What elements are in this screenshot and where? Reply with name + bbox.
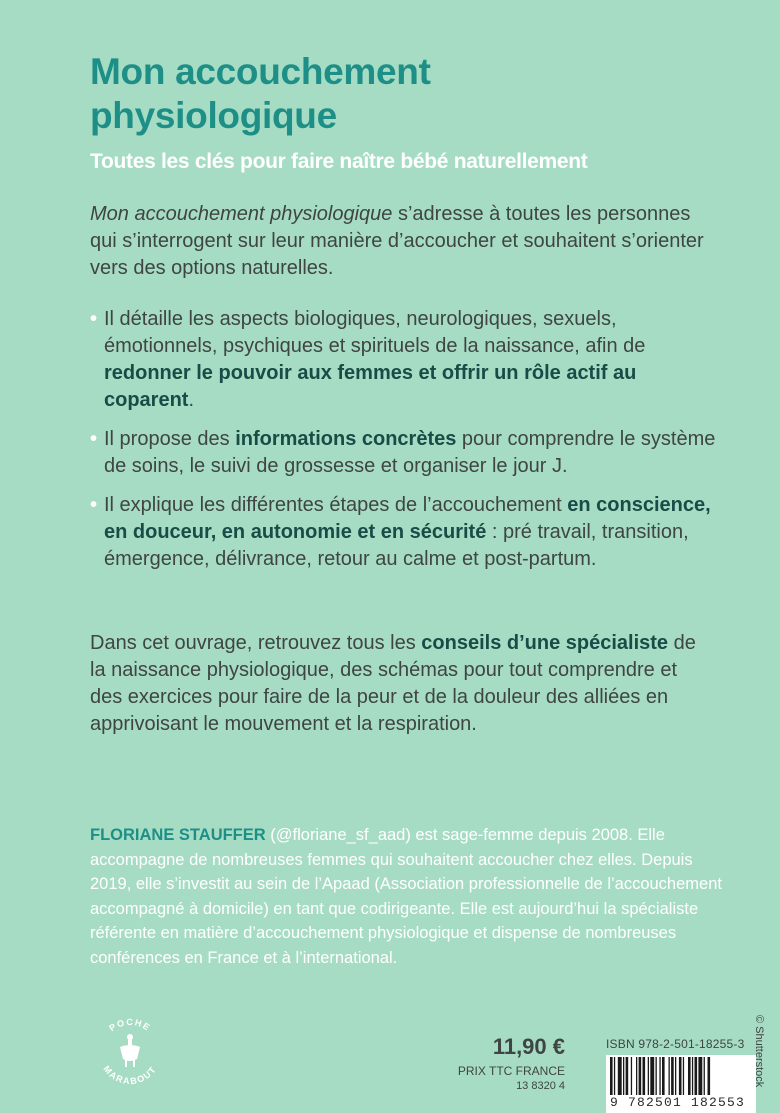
price: 11,90 €	[492, 1034, 565, 1059]
barcode-bar	[636, 1057, 637, 1097]
barcode-bar	[708, 1057, 711, 1097]
logo-top-text: POCHE	[107, 1016, 153, 1034]
feature-text: Il propose des	[104, 428, 236, 450]
intro-text: s’adresse à toutes les personnes qui s’interrogent sur leur manière d’accoucher et souhaitent s’orienter vers des options naturelles.	[90, 203, 704, 279]
price-block	[440, 1035, 565, 1093]
feature-item	[90, 492, 730, 573]
feature-highlight: redonner le pouvoir aux femmes et offrir un rôle actif au coparent	[104, 362, 637, 411]
feature-text-end: .	[188, 389, 195, 411]
marabout-bird-icon	[120, 1034, 140, 1067]
barcode-bar	[618, 1057, 622, 1097]
barcode-bar	[623, 1057, 624, 1097]
barcode-bar	[626, 1057, 629, 1097]
barcode-bar	[695, 1057, 698, 1097]
barcode-bar	[659, 1057, 660, 1097]
svg-text:MARABOUT	[101, 1064, 158, 1086]
intro-book-name: Mon accouchement physiologique	[90, 203, 393, 225]
book-title	[90, 50, 431, 138]
title-line-2: physiologique	[90, 95, 337, 136]
author-bio-text: (@floriane_sf_aad) est sage-femme depuis 2008. Elle accompagne de nombreuses femmes qui souhaitent accoucher chez elles. Depuis 2019, elle s’investit au sein de l’Apaad (Association professionnelle de l’accouchement accompagné à domicile) en tant que codirigeante. Elle est aujourd’hui la spécialiste référente en matière d’accouchement physiologique et dispense de nombreuses conférences en France et à l’international.	[90, 826, 722, 967]
feature-highlight: en conscience, en douceur, en autonomie et en sécurité	[104, 494, 711, 543]
feature-highlight: informations concrètes	[235, 428, 457, 450]
barcode-bar	[669, 1057, 670, 1097]
feature-text: Il détaille les aspects biologiques, neurologiques, sexuels, émotionnels, psychiques et spirituels de la naissance, afin de	[104, 308, 646, 357]
barcode-bar	[679, 1057, 682, 1097]
bullet-dot-icon: •	[90, 308, 98, 330]
barcode-bar	[614, 1057, 615, 1097]
outro-paragraph	[90, 630, 710, 738]
author-name: FLORIANE STAUFFER	[90, 826, 266, 844]
barcode-bar	[662, 1057, 665, 1097]
author-bio	[90, 823, 730, 970]
barcode-bar	[656, 1057, 657, 1097]
book-subtitle: Toutes les clés pour faire naître bébé naturellement	[90, 150, 588, 173]
outro-text: Dans cet ouvrage, retrouvez tous les	[90, 632, 422, 654]
barcode-bar	[631, 1057, 632, 1097]
barcode-bar	[688, 1057, 691, 1097]
feature-item	[90, 426, 730, 480]
title-line-1: Mon accouchement	[90, 51, 431, 92]
barcode-digits: 9 782501 182553	[610, 1095, 746, 1110]
barcode-bar	[698, 1057, 702, 1097]
barcode-bar	[675, 1057, 676, 1097]
price-label: PRIX TTC FRANCE	[457, 1064, 565, 1078]
bullet-dot-icon: •	[90, 494, 98, 516]
barcode-bar	[671, 1057, 674, 1097]
feature-text-end: : pré travail, transition, émergence, délivrance, retour au calme et post-partum.	[104, 521, 689, 570]
photo-credit: © Shutterstock	[753, 1015, 765, 1088]
svg-text:POCHE	[107, 1017, 152, 1033]
barcode-bar	[692, 1057, 693, 1097]
barcode-bar	[650, 1057, 654, 1097]
feature-text-end: pour comprendre le système de soins, le suivi de grossesse et organiser le jour J.	[104, 428, 716, 477]
barcode-bar	[683, 1057, 684, 1097]
logo-bottom-text: MARABOUT	[101, 1063, 159, 1087]
isbn-label: ISBN 978-2-501-18255-3	[606, 1037, 745, 1051]
publisher-logo	[90, 1013, 170, 1093]
intro-paragraph	[90, 201, 710, 282]
barcode-bar	[648, 1057, 649, 1097]
barcode-bar	[639, 1057, 642, 1097]
product-code: 13 8320 4	[516, 1080, 565, 1092]
barcode-bar	[704, 1057, 705, 1097]
feature-item	[90, 306, 730, 414]
feature-list	[90, 306, 730, 585]
outro-text-end: de la naissance physiologique, des schémas pour tout comprendre et des exercices pour faire de la peur et de la douleur des alliées en apprivoisant le mouvement et la respiration.	[90, 632, 696, 735]
outro-highlight: conseils d’une spécialiste	[421, 632, 669, 654]
feature-text: Il explique les différentes étapes de l’accouchement	[104, 494, 568, 516]
bullet-dot-icon: •	[90, 428, 98, 450]
barcode-bar	[643, 1057, 646, 1097]
barcode-bar	[610, 1057, 613, 1097]
